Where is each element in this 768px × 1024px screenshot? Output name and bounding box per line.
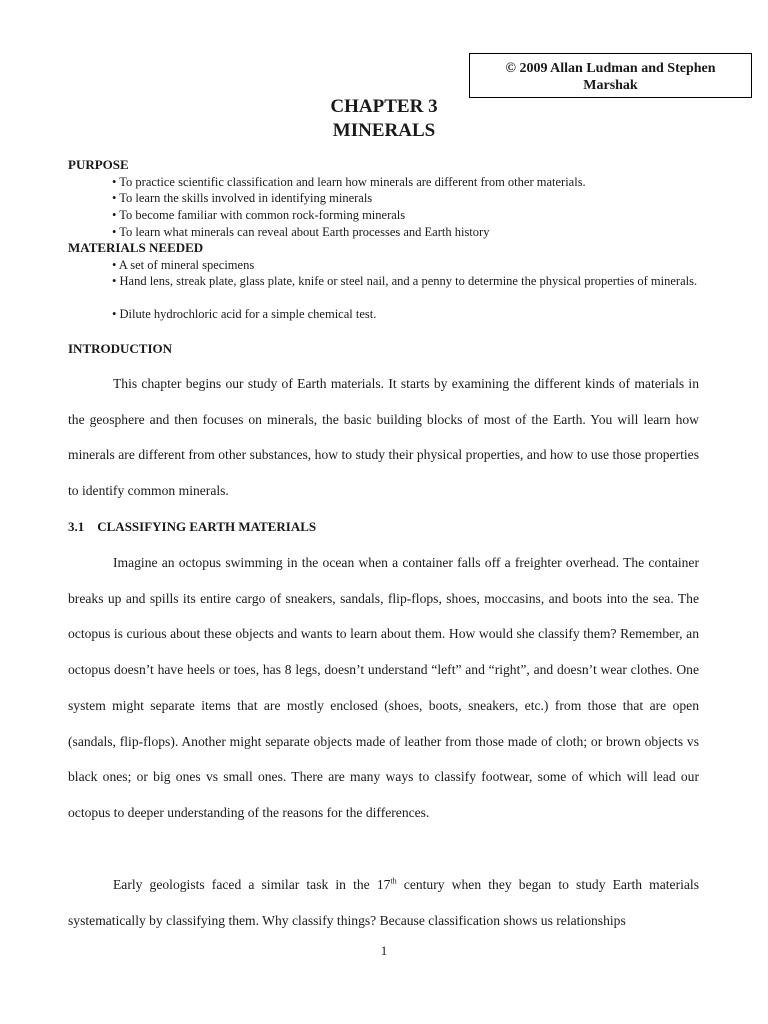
copyright-notice [469,53,752,98]
paragraph-2-start: Early geologists faced a similar task in the 17 [113,877,391,892]
chapter-title [0,95,768,143]
purpose-item: • To become familiar with common rock-forming minerals [112,208,406,222]
page-number: 1 [380,943,388,958]
purpose-heading: PURPOSE [68,157,129,172]
section-3-1-paragraph-2 [68,867,699,938]
chapter-number: CHAPTER 3 [330,96,438,117]
purpose-item: • To practice scientific classification and learn how minerals are different from other materials. [112,175,586,189]
chapter-name: MINERALS [332,120,436,141]
copyright-text: © 2009 Allan Ludman and Stephen Marshak [505,61,716,93]
introduction-heading: INTRODUCTION [68,341,173,356]
purpose-item: • To learn the skills involved in identifying minerals [112,191,373,205]
section-3-1-paragraph-1: Imagine an octopus swimming in the ocean when a container falls off a freighter overhead. The container breaks up and spills its entire cargo of sneakers, sandals, flip-flops, shoes, moccasins, and boots into the sea. The octopus is curious about these objects and wants to learn about them. How would she classify them? Remember, an octopus doesn’t have heels or toes, has 8 legs, doesn’t understand “left” and “right”, and doesn’t wear clothes. One system might separate items that are mostly enclosed (shoes, boots, sneakers, etc.) from those that are open (sandals, flip-flops). Another might separate objects made of leather from those made of cloth; or brown objects vs black ones; or big ones vs small ones. There are many ways to classify footwear, some of which will lead our octopus to deeper understanding of the reasons for the differences. [68,555,699,820]
materials-item: • A set of mineral specimens [112,258,255,272]
materials-item: • Hand lens, streak plate, glass plate, knife or steel nail, and a penny to determine the physical properties of minerals. [112,274,698,288]
superscript-th: th [390,876,397,886]
materials-heading: MATERIALS NEEDED [68,240,204,255]
paragraph-2-rest: century when they began to study Earth materials systematically by classifying them. Why classify things? Because classification shows us relationships [68,877,699,928]
materials-item: • Dilute hydrochloric acid for a simple chemical test. [112,307,377,321]
introduction-paragraph: This chapter begins our study of Earth materials. It starts by examining the different kinds of materials in the geosphere and then focuses on minerals, the basic building blocks of most of the Earth. You will learn how minerals are different from other substances, how to study their physical properties, and how to use those properties to identify common minerals. [68,376,699,499]
purpose-item: • To learn what minerals can reveal about Earth processes and Earth history [112,225,490,239]
section-3-1-heading: 3.1 CLASSIFYING EARTH MATERIALS [68,519,317,534]
